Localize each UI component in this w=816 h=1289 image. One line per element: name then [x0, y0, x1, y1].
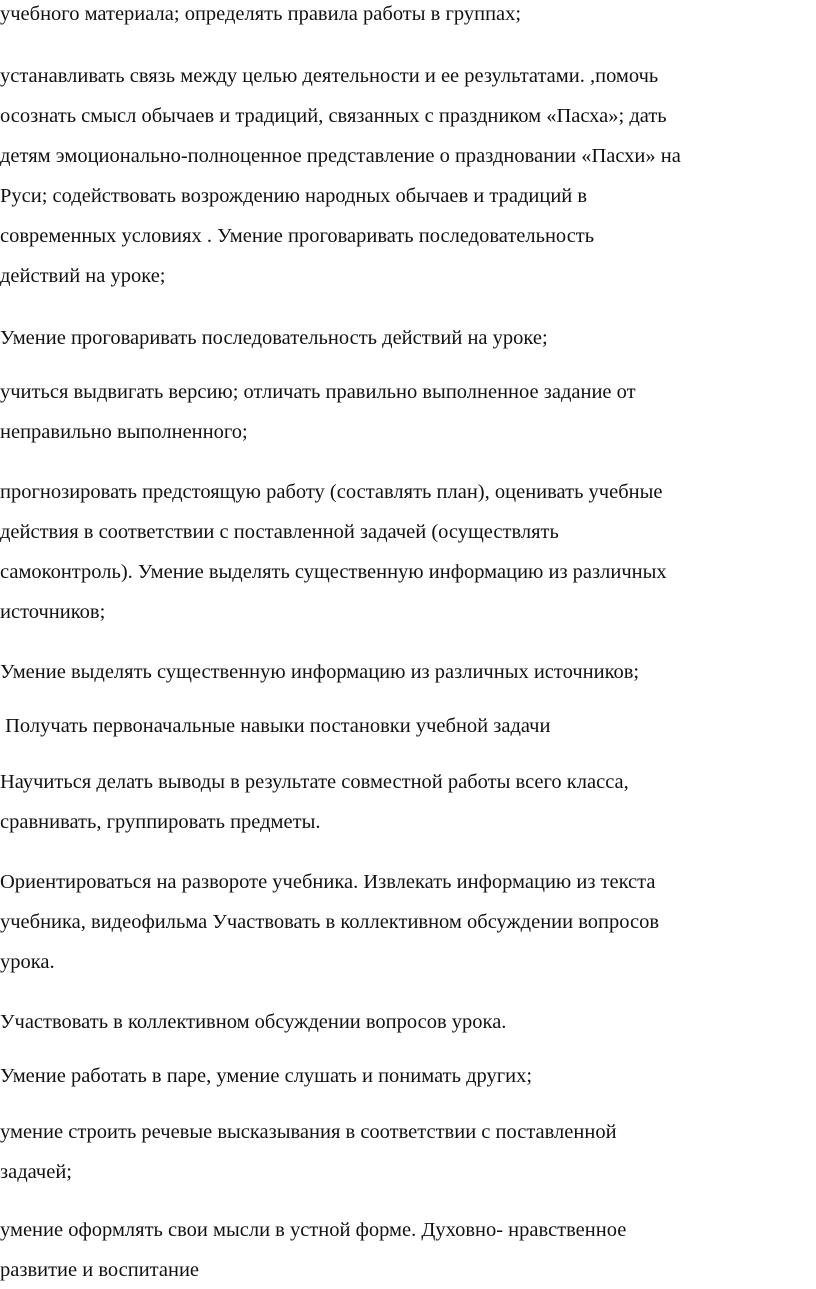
text-line: урока.	[0, 951, 55, 973]
paragraph-7	[0, 706, 812, 746]
text-line: развитие и воспитание	[0, 1259, 200, 1281]
text-line: Умение проговаривать последовательность действий на уроке;	[0, 327, 548, 349]
text-line: осознать смысл обычаев и традиций, связанных с праздником «Пасха»; дать	[0, 105, 667, 127]
text-line: Ориентироваться на развороте учебника. Извлекать информацию из текста	[0, 871, 656, 893]
text-line: Умение выделять существенную информацию из различных источников;	[0, 661, 640, 683]
text-line: умение строить речевые высказывания в соответствии с поставленной	[0, 1121, 617, 1143]
text-line: действия в соответствии с поставленной задачей (осуществлять	[0, 521, 559, 543]
text-line: сравнивать, группировать предметы.	[0, 811, 321, 833]
text-line: Руси; содействовать возрождению народных обычаев и традиций в	[0, 185, 588, 207]
text-line: умение оформлять свои мысли в устной форме. Духовно- нравственное	[0, 1219, 627, 1241]
paragraph-4	[0, 372, 812, 452]
paragraph-9	[0, 862, 812, 982]
paragraph-1	[0, 0, 812, 34]
text-line: Научиться делать выводы в результате совместной работы всего класса,	[0, 771, 629, 793]
text-line: неправильно выполненного;	[0, 421, 248, 443]
text-line: детям эмоционально-полноценное представление о праздновании «Пасхи» на	[0, 145, 681, 167]
text-line: Получать первоначальные навыки постановки учебной задачи	[0, 715, 551, 737]
text-line: учебника, видеофильма Участвовать в коллективном обсуждении вопросов	[0, 911, 660, 933]
text-line: Участвовать в коллективном обсуждении вопросов урока.	[0, 1011, 507, 1033]
text-line: учиться выдвигать версию; отличать правильно выполненное задание от	[0, 381, 636, 403]
paragraph-10	[0, 1002, 812, 1042]
paragraph-8	[0, 762, 812, 842]
paragraph-3	[0, 318, 812, 358]
paragraph-12	[0, 1112, 812, 1192]
paragraph-13	[0, 1210, 812, 1289]
paragraph-2	[0, 56, 812, 296]
text-line: источников;	[0, 601, 106, 623]
text-line: задачей;	[0, 1161, 72, 1183]
paragraph-11	[0, 1056, 812, 1096]
text-line: прогнозировать предстоящую работу (составлять план), оценивать учебные	[0, 481, 663, 503]
text-line: учебного материала; определять правила работы в группах;	[0, 3, 522, 25]
text-line: современных условиях . Умение проговаривать последовательность	[0, 225, 595, 247]
text-line: действий на уроке;	[0, 265, 166, 287]
text-line: устанавливать связь между целью деятельности и ее результатами. ,помочь	[0, 65, 659, 87]
text-line: самоконтроль). Умение выделять существенную информацию из различных	[0, 561, 667, 583]
text-line: Умение работать в паре, умение слушать и понимать других;	[0, 1065, 533, 1087]
paragraph-5	[0, 472, 812, 632]
paragraph-6	[0, 652, 812, 692]
